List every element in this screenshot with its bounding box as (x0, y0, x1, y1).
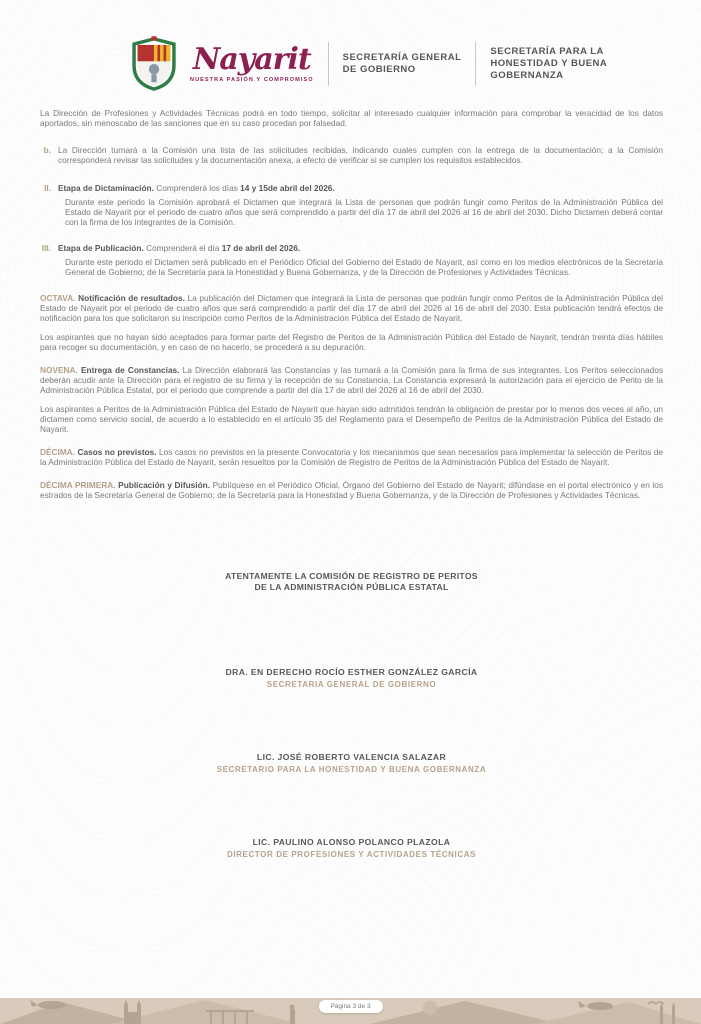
stage-2-title: Etapa de Dictaminación. (58, 183, 154, 193)
signature-2-name: LIC. JOSÉ ROBERTO VALENCIA SALAZAR (256, 752, 447, 762)
list-marker-iii: III. (41, 243, 51, 253)
org2-line3: GOBERNANZA (490, 70, 564, 81)
closing-line1: ATENTAMENTE LA COMISIÓN DE REGISTRO DE PERITOS (225, 571, 478, 581)
section-octava-label: OCTAVA. (40, 293, 76, 303)
stage-3-date: 17 de abril del 2026. (221, 243, 301, 253)
list-marker-b: b. (43, 145, 51, 155)
nayarit-crest-icon (128, 36, 180, 92)
signature-block-3 (40, 837, 663, 860)
logo-wordmark-block (190, 42, 314, 83)
section-decima-primera-body (40, 480, 663, 500)
header-divider-2 (475, 42, 476, 86)
footer-band (0, 998, 701, 1024)
section-novena-title: Entrega de Constancias. (80, 365, 180, 375)
closing-line2: DE LA ADMINISTRACIÓN PÚBLICA ESTATAL (254, 582, 449, 592)
section-decima-label: DÉCIMA. (40, 447, 76, 457)
section-novena-text: La Dirección elaborará las Constancias y las turnará a la Comisión para la firma de sus integrantes. Los Peritos seleccionados deberán acudir ante la Dirección para el registro de su firma y la recepción de su Constancia. La Constancia expresará la autorización para el ejercicio de Perito de la Administración Pública Estatal, por el periodo que comprende a partir del día 17 de abril del 2026 al 16 de abril del 2030. (40, 365, 664, 395)
stage-item-2-heading (40, 183, 663, 193)
signature-block-1 (40, 667, 663, 690)
header (0, 0, 701, 104)
closing-statement (40, 571, 663, 593)
section-decima-body (40, 447, 663, 467)
section-novena (40, 365, 663, 434)
section-decima-primera-text: Publíquese en el Periódico Oficial, Órgano del Gobierno del Estado de Nayarit; difúndase en el portal electrónico y en los estrados de la Secretaría General de Gobierno; de la Secretaría para la Honestidad y Buena Gobernanza, y de la Dirección de Profesiones y Actividades Técnicas. (40, 480, 663, 500)
stage-3-paragraph: Durante este periodo el Dictamen será publicado en el Periódico Oficial del Gobierno del Estado de Nayarit, así como en los medios electrónicos de la Secretaría General de Gobierno; de la Secretaría para la Honestidad y Buena Gobernanza, y de la Dirección de Profesiones y Actividades Técnicas. (65, 257, 663, 277)
signature-1-name: DRA. EN DERECHO ROCÍO ESTHER GONZÁLEZ GARCÍA (225, 667, 478, 677)
section-decima-primera-title: Publicación y Difusión. (118, 480, 211, 490)
logo-tagline: NUESTRA PASIÓN Y COMPROMISO (190, 77, 314, 83)
org-secretaria-honestidad (490, 46, 607, 82)
section-novena-label: NOVENA. (40, 365, 78, 375)
org-secretaria-general (343, 52, 462, 76)
document-body (0, 104, 701, 860)
section-decima-title: Casos no previstos. (77, 447, 157, 457)
stage-2-date: 14 y 15de abril del 2026. (240, 183, 335, 193)
stage-2-lead: Comprenderá los días (156, 183, 238, 193)
signature-2-title: SECRETARIO PARA LA HONESTIDAD Y BUENA GOBERNANZA (216, 765, 487, 774)
page-number-badge: Página 3 de 3 (318, 1000, 382, 1013)
signature-3-name: LIC. PAULINO ALONSO POLANCO PLAZOLA (252, 837, 451, 847)
section-decima-text: Los casos no previstos en la presente Convocatoria y los mecanismos que sean necesarios para implementar la selección de Peritos de la Administración Pública del Estado de Nayarit, serán resueltos por la Comisión de Registro de Peritos de la Administración Pública del Estado de Nayarit. (40, 447, 663, 467)
stage-item-3-heading (40, 243, 663, 253)
stage-3-title: Etapa de Publicación. (58, 243, 144, 253)
org1-line1: SECRETARÍA GENERAL (342, 52, 462, 63)
header-divider-1 (328, 42, 329, 86)
section-octava (40, 293, 663, 352)
section-novena-body (40, 365, 663, 395)
nayarit-logo (128, 36, 314, 92)
signature-block-2 (40, 752, 663, 775)
stage-2-paragraph: Durante este periodo la Comisión aprobará el Dictamen que integrará la Lista de personas que podrán fungir como Peritos de la Administración Pública del Estado de Nayarit por el periodo de cuatro años que será comprendido a partir del día 17 de abril del 2026 al 16 de abril del 2030. Dicho Dictamen deberá contar con la firma de los integrantes de la Comisión. (65, 197, 663, 227)
section-octava-text: La publicación del Dictamen que integrará la Lista de personas que podrán fungir como Peritos de la Administración Pública del Estado de Nayarit por el periodo de cuatro años que será comprendido a partir del día 17 de abril del 2026 al 16 de abril del 2030. Esta publicación tendrá efectos de notificación para los que solicitaron su inscripción como Peritos de la Administración Pública del Estado de Nayarit. (40, 293, 663, 323)
section-decima-primera-label: DÉCIMA PRIMERA. (40, 480, 116, 490)
org1-line2: DE GOBIERNO (342, 64, 416, 75)
section-decima-primera (40, 480, 663, 500)
list-marker-ii: II. (44, 183, 51, 193)
list-item-b-text: La Dirección turnará a la Comisión una lista de las solicitudes recibidas, indicando cuales cumplen con la entrega de la documentación; a la Comisión corresponderá revisar las solicitudes y la documentación anexa, a efecto de verificar si se cumplen los requisitos establecidos. (58, 145, 663, 165)
org2-line2: HONESTIDAD Y BUENA (490, 58, 608, 69)
list-item-b (40, 145, 663, 165)
section-octava-title: Notificación de resultados. (78, 293, 185, 303)
logo-wordmark: Nayarit (192, 42, 311, 77)
signature-1-title: SECRETARIA GENERAL DE GOBIERNO (266, 680, 437, 689)
section-octava-body (40, 293, 663, 323)
intro-paragraph: La Dirección de Profesiones y Actividades Técnicas podrá en todo tiempo, solicitar al interesado cualquier información para comprobar la veracidad de los datos aportados, sin menoscabo de las sanciones que en su caso procedan por falsedad. (40, 108, 663, 128)
section-novena-extra: Los aspirantes a Peritos de la Administración Pública del Estado de Nayarit que hayan sido admitidos tendrán la obligación de prestar por lo menos dos veces al año, un dictamen como servicio social, de acuerdo a lo establecido en el artículo 35 del Reglamento para el Desempeño de Peritos de la Administración Pública del Estado de Nayarit. (40, 404, 663, 434)
org2-line1: SECRETARÍA PARA LA (490, 46, 604, 57)
stage-3-lead: Comprenderá el día (146, 243, 220, 253)
section-decima (40, 447, 663, 467)
section-octava-extra: Los aspirantes que no hayan sido aceptados para formar parte del Registro de Peritos de la Administración Pública del Estado de Nayarit, tendrán treinta días hábiles para recoger su documentación, y en caso de no hacerlo, se procederá a su depuración. (40, 332, 663, 352)
signature-3-title: DIRECTOR DE PROFESIONES Y ACTIVIDADES TÉCNICAS (226, 850, 477, 859)
